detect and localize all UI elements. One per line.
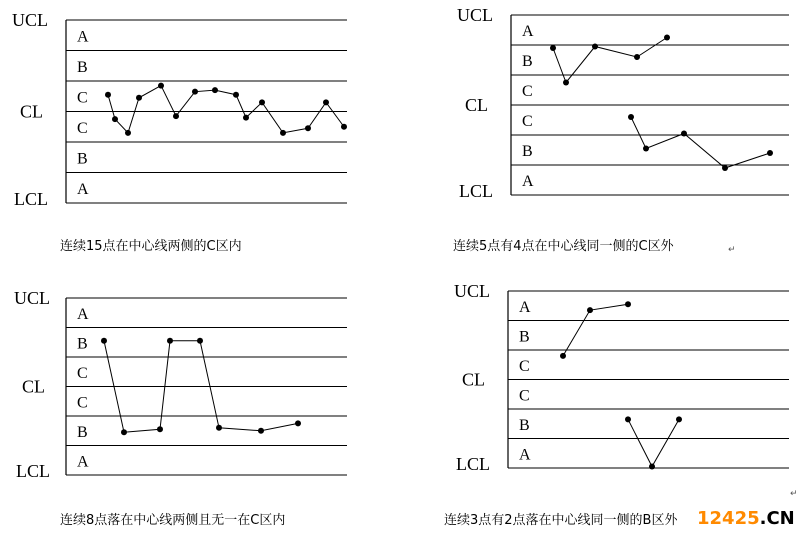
zone-label: C [77, 364, 88, 382]
zone-label: A [519, 298, 531, 316]
data-point [192, 89, 198, 95]
cl-label: CL [465, 95, 489, 115]
data-point [280, 130, 286, 136]
series-line [631, 117, 770, 168]
cl-label: CL [22, 376, 46, 397]
zone-label: B [77, 58, 88, 76]
data-point [767, 150, 773, 156]
data-point [112, 116, 118, 122]
zone-label: B [77, 423, 88, 441]
series-line [628, 419, 679, 466]
zone-label: B [519, 416, 530, 434]
data-point [634, 54, 640, 60]
chart-panel-2-of-3-outside-b [454, 281, 789, 474]
return-mark: ↵ [728, 245, 736, 255]
caption-2: 连续5点有4点在中心线同一侧的C区外 [453, 239, 674, 254]
zone-label: C [77, 119, 88, 137]
chart-panel-8-points-none-in-c [14, 288, 347, 481]
zone-label: C [77, 89, 88, 107]
zone-label: C [519, 357, 530, 375]
data-point [136, 95, 142, 101]
ucl-label: UCL [12, 10, 48, 30]
data-point [259, 99, 265, 105]
lcl-label: LCL [16, 461, 50, 481]
data-point [592, 44, 598, 50]
zone-label: C [77, 394, 88, 412]
data-point [341, 124, 347, 130]
data-point [157, 426, 163, 432]
lcl-label: LCL [14, 189, 48, 209]
data-point [560, 353, 566, 359]
data-point [243, 115, 249, 121]
zone-label: B [77, 335, 88, 353]
data-point [101, 338, 107, 344]
ucl-label: UCL [457, 5, 493, 25]
zone-label: C [519, 387, 530, 405]
zone-label: B [77, 150, 88, 168]
return-mark-2: ↵ [790, 489, 798, 499]
zone-label: A [77, 28, 89, 46]
data-point [664, 35, 670, 41]
watermark-logo: 12425.CN [697, 508, 795, 529]
zone-label: A [522, 173, 534, 190]
data-point [197, 338, 203, 344]
series-line [553, 38, 667, 83]
chart-panel-15-points-zone-c [12, 10, 347, 209]
data-point [158, 83, 164, 89]
data-point [676, 416, 682, 422]
zone-label: A [522, 23, 534, 40]
data-point [625, 301, 631, 307]
data-point [323, 99, 329, 105]
data-point [550, 45, 556, 51]
zone-label: A [77, 180, 89, 198]
data-point [212, 87, 218, 93]
lcl-label: LCL [459, 181, 493, 201]
series-line [563, 304, 628, 356]
caption-1: 连续15点在中心线两侧的C区内 [60, 239, 242, 254]
data-point [121, 429, 127, 435]
data-point [587, 307, 593, 313]
chart-panel-4-of-5-outside-c [457, 5, 789, 201]
data-point [722, 165, 728, 171]
data-point [563, 80, 569, 86]
zone-label: C [522, 83, 533, 100]
data-point [233, 92, 239, 98]
cl-label: CL [462, 369, 486, 390]
data-point [167, 338, 173, 344]
zone-label: A [519, 446, 531, 464]
data-point [681, 131, 687, 137]
lcl-label: LCL [456, 454, 490, 474]
zone-label: C [522, 113, 533, 130]
zone-label: B [519, 328, 530, 346]
caption-3: 连续8点落在中心线两侧且无一在C区内 [60, 513, 286, 528]
caption-4: 连续3点有2点落在中心线同一侧的B区外 [444, 513, 678, 528]
data-point [216, 425, 222, 431]
zone-label: B [522, 53, 533, 70]
data-point [173, 113, 179, 119]
data-point [295, 420, 301, 426]
data-point [643, 146, 649, 152]
data-point [625, 416, 631, 422]
ucl-label: UCL [454, 281, 490, 301]
ucl-label: UCL [14, 288, 50, 308]
data-point [125, 130, 131, 136]
zone-label: B [522, 143, 533, 160]
zone-label: A [77, 453, 89, 471]
data-point [258, 428, 264, 434]
data-point [628, 114, 634, 120]
data-point [649, 464, 655, 470]
data-point [305, 125, 311, 131]
data-point [105, 92, 111, 98]
zone-label: A [77, 305, 89, 323]
cl-label: CL [20, 101, 44, 122]
